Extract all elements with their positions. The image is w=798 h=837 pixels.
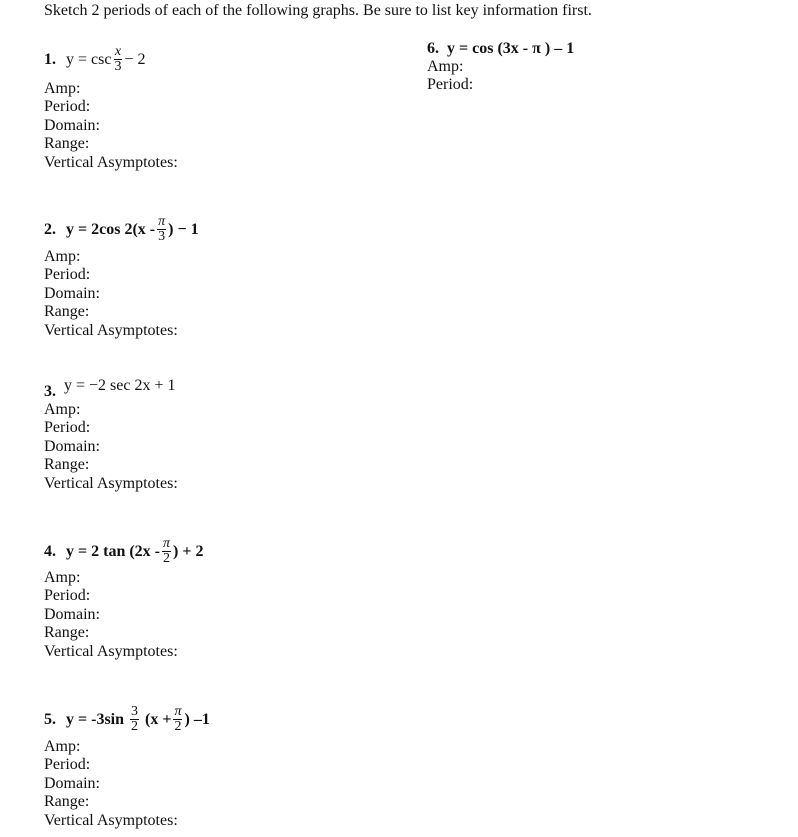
range-label: Range: bbox=[44, 624, 90, 642]
asymptotes-label: Vertical Asymptotes: bbox=[44, 642, 178, 660]
equation-left: y = -3sin bbox=[66, 711, 125, 729]
domain-label: Domain: bbox=[44, 116, 100, 134]
equation-right: ) − 1 bbox=[168, 221, 199, 239]
range-label: Range: bbox=[44, 303, 90, 321]
asymptotes-label: Vertical Asymptotes: bbox=[44, 811, 178, 829]
period-label: Period: bbox=[44, 266, 91, 284]
equation-left: y = 2cos 2(x - bbox=[66, 221, 156, 239]
range-label: Range: bbox=[44, 135, 90, 153]
fraction-denominator: 2 bbox=[163, 551, 170, 566]
problem-number: 2. bbox=[44, 221, 56, 239]
problem-number: 4. bbox=[44, 543, 56, 561]
period-label: Period: bbox=[44, 756, 91, 774]
amp-label: Amp: bbox=[44, 569, 81, 586]
fraction bbox=[162, 537, 171, 566]
period-label: Period: bbox=[44, 98, 91, 116]
problem-4-equation bbox=[44, 538, 203, 567]
amp-label: Amp: bbox=[44, 248, 81, 265]
period-label: Period: bbox=[44, 587, 91, 605]
amp-label: Amp: bbox=[44, 401, 81, 418]
fraction-denominator: 2 bbox=[131, 719, 139, 734]
equation: y = cos (3x - π ) – 1 bbox=[447, 40, 575, 57]
fraction-numerator: π bbox=[158, 214, 166, 229]
range-label: Range: bbox=[44, 793, 90, 811]
asymptotes-label: Vertical Asymptotes: bbox=[44, 474, 178, 492]
fraction-denominator: 2 bbox=[174, 719, 182, 734]
amp-label: Amp: bbox=[44, 80, 81, 97]
domain-label: Domain: bbox=[44, 774, 100, 792]
asymptotes-label: Vertical Asymptotes: bbox=[44, 321, 178, 339]
problem-5-info bbox=[44, 738, 178, 830]
equation-right: ) –1 bbox=[184, 711, 210, 729]
range-label: Range: bbox=[44, 456, 90, 474]
period-label: Period: bbox=[44, 419, 91, 437]
fraction-denominator: 3 bbox=[158, 229, 166, 244]
equation-right: − 2 bbox=[124, 51, 146, 69]
equation-middle: (x + bbox=[145, 711, 172, 729]
problem-number: 5. bbox=[44, 711, 56, 729]
fraction-numerator: π bbox=[174, 704, 182, 719]
amp-label: Amp: bbox=[427, 58, 464, 75]
problem-3-equation bbox=[44, 377, 176, 400]
domain-label: Domain: bbox=[44, 437, 100, 455]
period-label: Period: bbox=[427, 76, 474, 94]
page-heading: Sketch 2 periods of each of the following graphs. Be sure to list key information first. bbox=[44, 2, 592, 19]
amp-label: Amp: bbox=[44, 738, 81, 755]
problem-2-equation bbox=[44, 216, 199, 245]
problem-4-info bbox=[44, 569, 178, 661]
fraction-numerator: x bbox=[114, 44, 122, 59]
problem-1-equation bbox=[44, 46, 145, 75]
fraction-numerator: 3 bbox=[131, 704, 139, 719]
problem-6-equation bbox=[427, 40, 574, 58]
asymptotes-label: Vertical Asymptotes: bbox=[44, 153, 178, 171]
problem-number: 1. bbox=[44, 51, 56, 69]
equation-right: ) + 2 bbox=[173, 543, 204, 561]
fraction bbox=[157, 215, 166, 244]
fraction-numerator: π bbox=[163, 536, 171, 551]
problem-3-info bbox=[44, 401, 178, 493]
equation: y = −2 sec 2x + 1 bbox=[64, 377, 176, 394]
problem-1-info bbox=[44, 80, 178, 172]
fraction-shift bbox=[173, 705, 182, 734]
fraction-coefficient bbox=[130, 705, 139, 734]
equation-left: y = 2 tan (2x - bbox=[66, 543, 160, 561]
fraction bbox=[113, 45, 122, 74]
problem-6-info bbox=[427, 58, 473, 95]
domain-label: Domain: bbox=[44, 284, 100, 302]
fraction-denominator: 3 bbox=[114, 59, 122, 74]
problem-number: 3. bbox=[44, 383, 56, 400]
problem-2-info bbox=[44, 248, 178, 340]
problem-5-equation bbox=[44, 706, 210, 735]
equation-left: y = csc bbox=[66, 51, 112, 69]
domain-label: Domain: bbox=[44, 605, 100, 623]
problem-number: 6. bbox=[427, 40, 439, 57]
